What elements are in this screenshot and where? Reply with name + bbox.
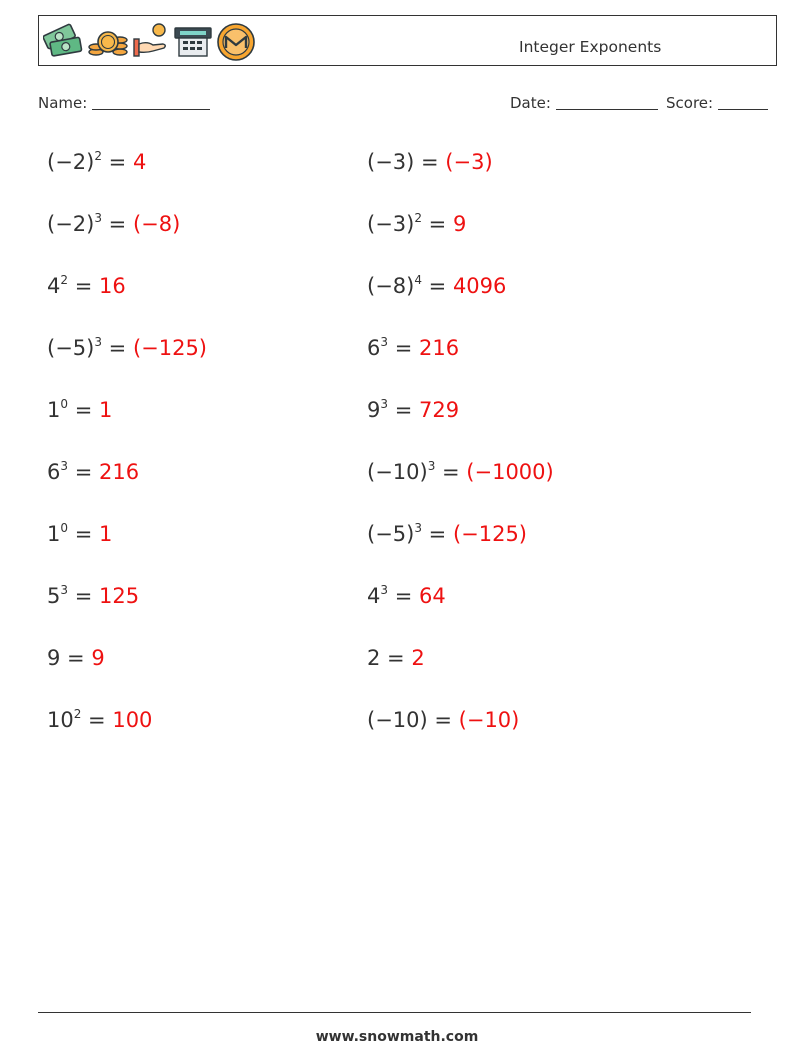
problem-base: 1 <box>47 398 61 422</box>
problem-exponent: 2 <box>60 273 69 287</box>
problem-left-8 <box>47 583 140 608</box>
problem-answer: 125 <box>98 584 140 608</box>
problem-base: 1 <box>47 522 61 546</box>
equals-sign: = <box>68 522 99 546</box>
problem-base: (−10) <box>367 708 428 732</box>
equals-sign: = <box>101 150 133 174</box>
problem-left-9 <box>47 648 105 669</box>
monero-coin-icon <box>215 22 257 62</box>
name-blank <box>92 95 210 110</box>
problem-exponent: 3 <box>414 521 422 535</box>
problem-exponent: 3 <box>427 459 436 473</box>
problem-right-5 <box>367 397 460 422</box>
problem-base: 10 <box>47 708 74 732</box>
problem-exponent: 3 <box>380 335 389 349</box>
problem-exponent: 4 <box>414 273 422 287</box>
problem-exponent: 2 <box>73 707 82 721</box>
problem-base: (−8) <box>367 274 415 298</box>
problem-left-6 <box>47 459 140 484</box>
equals-sign: = <box>68 460 99 484</box>
worksheet-header <box>38 15 777 66</box>
problem-base: 4 <box>367 584 381 608</box>
equals-sign: = <box>388 584 419 608</box>
problem-base: 2 <box>367 646 381 670</box>
problem-left-4 <box>47 335 208 360</box>
equals-sign: = <box>68 584 99 608</box>
problem-exponent: 3 <box>94 211 102 225</box>
equals-sign: = <box>101 336 133 360</box>
equals-sign: = <box>68 398 99 422</box>
problem-answer: 9 <box>452 212 467 236</box>
worksheet-title: Integer Exponents <box>519 38 662 56</box>
problem-right-10 <box>367 710 519 731</box>
name-label: Name: <box>38 94 88 112</box>
problem-base: 6 <box>367 336 381 360</box>
equals-sign: = <box>435 460 467 484</box>
equals-sign: = <box>68 274 99 298</box>
problem-base: 9 <box>47 646 61 670</box>
problem-answer: (−125) <box>452 522 528 546</box>
problem-exponent: 3 <box>60 583 69 597</box>
problem-answer: 216 <box>418 336 460 360</box>
equals-sign: = <box>421 212 453 236</box>
problem-answer: (−1000) <box>466 460 554 484</box>
equals-sign: = <box>388 336 419 360</box>
equals-sign: = <box>421 522 453 546</box>
problem-base: (−5) <box>367 522 415 546</box>
problem-base: (−5) <box>47 336 95 360</box>
problem-answer: (−125) <box>132 336 208 360</box>
equals-sign: = <box>101 212 133 236</box>
coin-stacks-icon <box>87 22 129 62</box>
problem-left-10 <box>47 707 153 732</box>
equals-sign: = <box>421 274 453 298</box>
problem-exponent: 0 <box>60 521 69 535</box>
problem-right-6 <box>367 459 554 484</box>
date-field <box>510 94 658 112</box>
problem-answer: (−10) <box>458 708 520 732</box>
problem-left-1 <box>47 149 147 174</box>
problem-answer: 64 <box>418 584 446 608</box>
problem-exponent: 0 <box>60 397 69 411</box>
problem-base: (−2) <box>47 150 95 174</box>
header-icons <box>43 22 259 62</box>
problem-answer: (−8) <box>132 212 181 236</box>
score-blank <box>718 95 768 110</box>
money-bills-icon <box>43 22 85 62</box>
problem-base: 4 <box>47 274 61 298</box>
problem-right-1 <box>367 152 493 173</box>
problem-exponent: 3 <box>94 335 102 349</box>
hand-coin-icon <box>131 22 171 62</box>
problem-answer: 1 <box>98 398 113 422</box>
equals-sign: = <box>60 646 92 670</box>
problem-answer: 216 <box>98 460 140 484</box>
score-field <box>666 94 768 112</box>
problem-exponent: 3 <box>60 459 69 473</box>
problem-exponent: 3 <box>380 397 389 411</box>
problem-right-2 <box>367 211 467 236</box>
problem-answer: 1 <box>98 522 113 546</box>
equals-sign: = <box>427 708 459 732</box>
problem-right-7 <box>367 521 528 546</box>
problem-answer: 4 <box>132 150 147 174</box>
date-blank <box>556 95 658 110</box>
name-field <box>38 94 210 112</box>
problem-base: (−3) <box>367 150 415 174</box>
problem-base: (−10) <box>367 460 428 484</box>
problem-answer: 100 <box>112 708 153 732</box>
cash-register-icon <box>173 22 213 62</box>
problem-right-4 <box>367 335 460 360</box>
problem-left-2 <box>47 211 181 236</box>
footer-url: www.snowmath.com <box>315 1029 479 1045</box>
problem-exponent: 2 <box>414 211 422 225</box>
problem-base: (−3) <box>367 212 415 236</box>
date-label: Date: <box>510 94 551 112</box>
problem-base: 9 <box>367 398 381 422</box>
equals-sign: = <box>388 398 419 422</box>
equals-sign: = <box>81 708 113 732</box>
problem-answer: 4096 <box>452 274 507 298</box>
problem-left-7 <box>47 521 113 546</box>
problem-answer: 2 <box>411 646 425 670</box>
problem-base: (−2) <box>47 212 95 236</box>
problem-exponent: 3 <box>380 583 389 597</box>
problem-right-3 <box>367 273 507 298</box>
problem-left-3 <box>47 273 126 298</box>
problem-base: 5 <box>47 584 61 608</box>
score-label: Score: <box>666 94 714 112</box>
footer-divider <box>38 1012 751 1013</box>
problem-left-5 <box>47 397 113 422</box>
problem-right-9 <box>367 648 425 669</box>
problem-exponent: 2 <box>94 149 102 163</box>
problem-answer: 729 <box>418 398 460 422</box>
problem-answer: 9 <box>91 646 105 670</box>
equals-sign: = <box>414 150 446 174</box>
problem-answer: 16 <box>98 274 126 298</box>
equals-sign: = <box>380 646 412 670</box>
problem-answer: (−3) <box>445 150 493 174</box>
problem-right-8 <box>367 583 446 608</box>
problem-base: 6 <box>47 460 61 484</box>
